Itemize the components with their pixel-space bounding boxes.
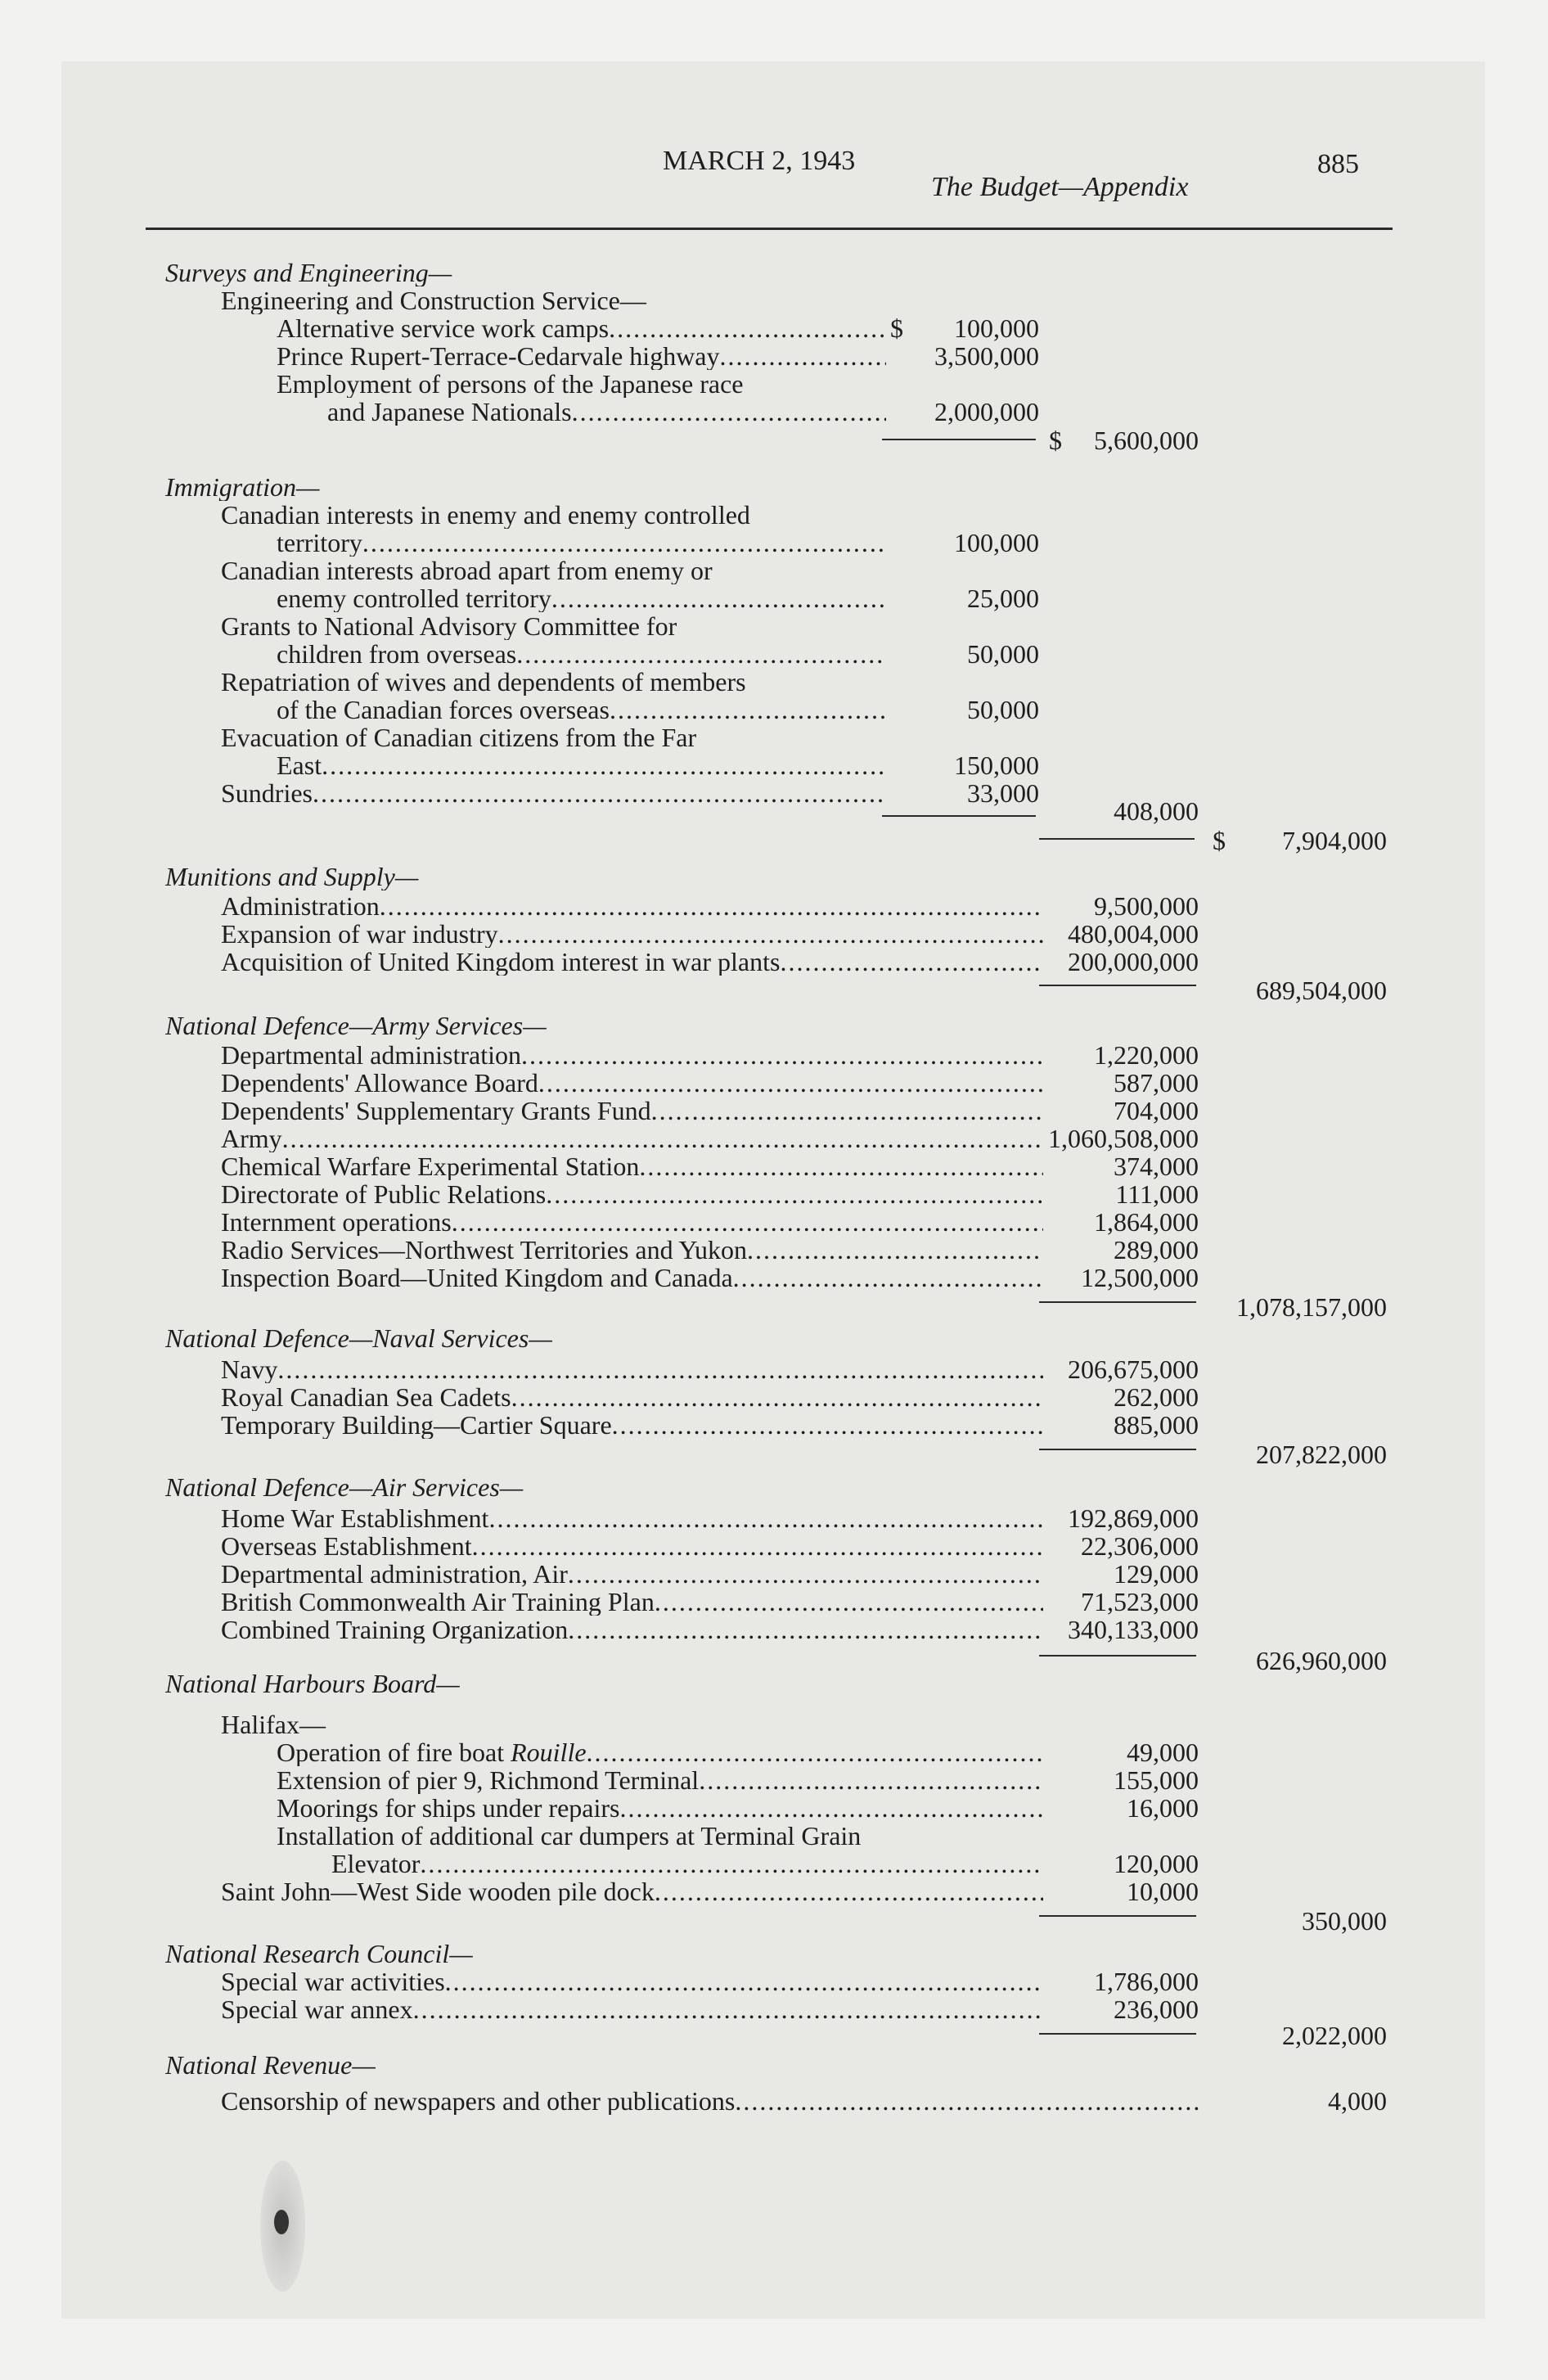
amount: 49,000 <box>1127 1738 1199 1767</box>
amount: 289,000 <box>1114 1235 1199 1264</box>
list-item: Acquisition of United Kingdom interest in war plants ..... <box>221 948 1043 976</box>
amount: 25,000 <box>967 584 1039 613</box>
page-number: 885 <box>1317 149 1359 179</box>
currency-sign: $ <box>1049 426 1062 455</box>
section-heading-immigration: Immigration— <box>165 473 320 501</box>
amount: 22,306,000 <box>1081 1531 1199 1561</box>
list-item: Temporary Building—Cartier Square ..... <box>221 1411 1043 1439</box>
grand-total: 7,904,000 <box>1282 826 1387 855</box>
amount: 704,000 <box>1114 1096 1199 1125</box>
subtotal-rule <box>1039 985 1196 986</box>
list-item: Inspection Board—United Kingdom and Canada ..... <box>221 1264 1043 1291</box>
list-item: Internment operations ..... <box>221 1208 1043 1236</box>
amount: 9,500,000 <box>1094 891 1199 921</box>
header-publication: The Budget—Appendix <box>931 172 1189 202</box>
list-item: Navy ..... <box>221 1355 1043 1383</box>
list-item: Saint John—West Side wooden pile dock ..... <box>221 1877 1043 1905</box>
subtotal-rule <box>1039 1301 1196 1303</box>
amount: 192,869,000 <box>1068 1503 1199 1533</box>
list-item: Expansion of war industry ..... <box>221 920 1043 948</box>
subheading-engineering: Engineering and Construction Service— <box>221 286 646 314</box>
section-total: 626,960,000 <box>1256 1646 1387 1675</box>
subtotal-rule <box>1039 2033 1196 2035</box>
list-item: Censorship of newspapers and other publications ..... <box>221 2087 1199 2115</box>
list-item: Army ..... <box>221 1125 1043 1152</box>
list-item: Departmental administration ..... <box>221 1041 1043 1069</box>
amount: 10,000 <box>1127 1877 1199 1906</box>
list-item: Directorate of Public Relations ..... <box>221 1180 1043 1208</box>
list-item: Elevator ..... <box>331 1850 1043 1877</box>
section-total: 5,600,000 <box>1094 426 1199 455</box>
section-total: 689,504,000 <box>1256 976 1387 1005</box>
section-heading-research: National Research Council— <box>165 1940 473 1968</box>
amount: 120,000 <box>1114 1849 1199 1878</box>
amount: 340,133,000 <box>1068 1615 1199 1644</box>
section-heading-surveys: Surveys and Engineering— <box>165 259 452 286</box>
list-item: Radio Services—Northwest Territories and Yukon ..... <box>221 1236 1043 1264</box>
section-heading-harbours: National Harbours Board— <box>165 1670 460 1697</box>
list-item: Dependents' Allowance Board ..... <box>221 1069 1043 1097</box>
amount: 12,500,000 <box>1081 1263 1199 1292</box>
amount: 111,000 <box>1115 1179 1199 1209</box>
list-item: Employment of persons of the Japanese race <box>277 370 744 398</box>
section-total: 350,000 <box>1302 1906 1387 1936</box>
amount: 374,000 <box>1114 1152 1199 1181</box>
amount: 50,000 <box>967 639 1039 669</box>
list-item: Royal Canadian Sea Cadets ..... <box>221 1383 1043 1411</box>
amount: 200,000,000 <box>1068 947 1199 976</box>
subtotal-rule <box>882 439 1036 440</box>
amount: 71,523,000 <box>1081 1587 1199 1616</box>
list-item: East ..... <box>277 751 886 779</box>
amount: 1,786,000 <box>1094 1967 1199 1996</box>
ink-smudge <box>260 2161 305 2292</box>
section-total: 2,022,000 <box>1282 2021 1387 2050</box>
list-item: Canadian interests abroad apart from enemy or <box>221 557 713 584</box>
list-item: Canadian interests in enemy and enemy controlled <box>221 501 750 529</box>
list-item: Operation of fire boat Rouille ..... <box>277 1738 1043 1766</box>
list-item: children from overseas ..... <box>277 640 886 668</box>
currency-sign: $ <box>890 313 903 343</box>
list-item: Grants to National Advisory Committee for <box>221 612 677 640</box>
amount: 480,004,000 <box>1068 919 1199 949</box>
section-total: 1,078,157,000 <box>1236 1292 1387 1322</box>
list-item: Prince Rupert-Terrace-Cedarvale highway ..... <box>277 342 886 370</box>
amount: 885,000 <box>1114 1410 1199 1440</box>
list-item: Administration ..... <box>221 892 1043 920</box>
list-item: Home War Establishment ..... <box>221 1504 1043 1532</box>
section-heading-revenue: National Revenue— <box>165 2051 376 2079</box>
amount: 1,060,508,000 <box>1048 1124 1199 1153</box>
currency-sign: $ <box>1213 826 1226 855</box>
amount: 100,000 <box>954 313 1039 343</box>
amount: 129,000 <box>1114 1559 1199 1589</box>
subtotal-rule <box>1039 1449 1196 1450</box>
amount: 16,000 <box>1127 1793 1199 1823</box>
amount: 155,000 <box>1114 1765 1199 1795</box>
amount: 50,000 <box>967 695 1039 724</box>
list-item: Moorings for ships under repairs ..... <box>277 1794 1043 1822</box>
amount: 1,220,000 <box>1094 1040 1199 1070</box>
amount: 1,864,000 <box>1094 1207 1199 1237</box>
list-item: Departmental administration, Air ..... <box>221 1560 1043 1588</box>
list-item: Special war annex ..... <box>221 1995 1043 2023</box>
amount: 206,675,000 <box>1068 1355 1199 1384</box>
list-item: British Commonwealth Air Training Plan ..... <box>221 1588 1043 1616</box>
subtotal-rule <box>882 815 1036 817</box>
header-date: MARCH 2, 1943 <box>663 146 856 176</box>
amount: 236,000 <box>1114 1995 1199 2024</box>
list-item: Installation of additional car dumpers at Terminal Grain <box>277 1822 862 1850</box>
section-heading-naval: National Defence—Naval Services— <box>165 1324 552 1352</box>
section-heading-army: National Defence—Army Services— <box>165 1012 547 1039</box>
list-item: and Japanese Nationals ..... <box>327 398 886 426</box>
list-item: Repatriation of wives and dependents of members <box>221 668 746 696</box>
grand-total-rule <box>1039 838 1195 840</box>
list-item: Combined Training Organization ..... <box>221 1616 1043 1643</box>
list-item: territory ..... <box>277 529 886 557</box>
amount: 262,000 <box>1114 1382 1199 1412</box>
amount: 100,000 <box>954 528 1039 557</box>
list-item: Dependents' Supplementary Grants Fund ..... <box>221 1097 1043 1125</box>
amount: 33,000 <box>967 778 1039 808</box>
list-item: Evacuation of Canadian citizens from the Far <box>221 723 697 751</box>
section-heading-air: National Defence—Air Services— <box>165 1473 524 1501</box>
header-rule <box>146 228 1393 230</box>
list-item: Alternative service work camps ..... <box>277 314 886 342</box>
section-total: 408,000 <box>1114 796 1199 826</box>
list-item: enemy controlled territory ..... <box>277 584 886 612</box>
list-item: Overseas Establishment ..... <box>221 1532 1043 1560</box>
amount: 2,000,000 <box>934 397 1039 426</box>
list-item: of the Canadian forces overseas ..... <box>277 696 886 723</box>
amount: 587,000 <box>1114 1068 1199 1098</box>
subtotal-rule <box>1039 1655 1196 1657</box>
amount: 4,000 <box>1328 2086 1387 2116</box>
section-total: 207,822,000 <box>1256 1440 1387 1469</box>
amount: 150,000 <box>954 751 1039 780</box>
list-item: Special war activities ..... <box>221 1968 1043 1995</box>
subtotal-rule <box>1039 1915 1196 1917</box>
list-item: Extension of pier 9, Richmond Terminal ..... <box>277 1766 1043 1794</box>
list-item: Chemical Warfare Experimental Station ..... <box>221 1152 1043 1180</box>
section-heading-munitions: Munitions and Supply— <box>165 863 419 890</box>
subheading-halifax: Halifax— <box>221 1711 326 1738</box>
amount: 3,500,000 <box>934 341 1039 371</box>
list-item: Sundries ..... <box>221 779 886 807</box>
